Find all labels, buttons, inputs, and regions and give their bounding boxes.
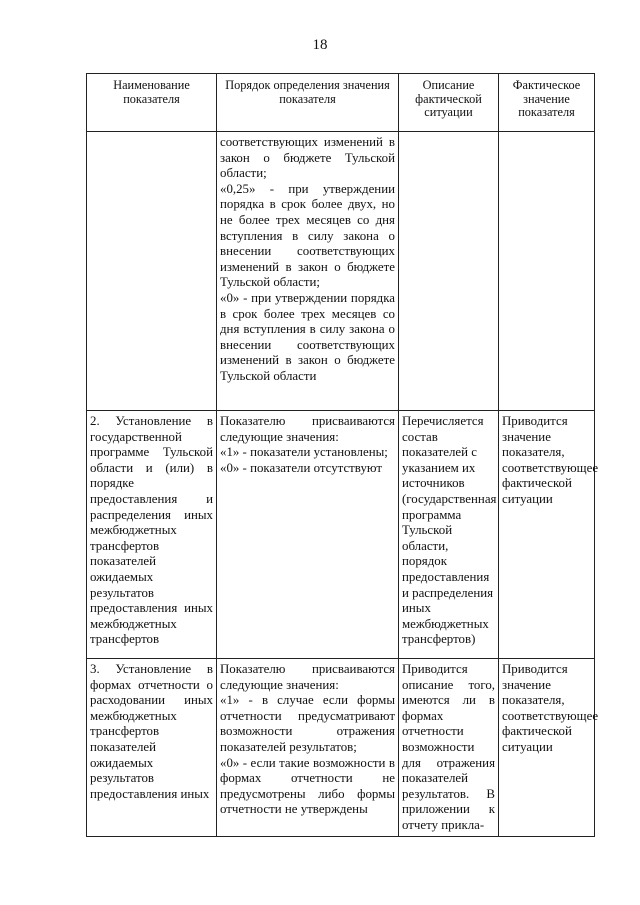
cell-actual-value: Приводится значение показателя, соответствующее фактической ситуации xyxy=(499,411,595,659)
order-text-line: соответствующих изменений в закон о бюджете Тульской области; xyxy=(220,135,395,181)
cell-actual-value xyxy=(499,132,595,411)
header-determination-order: Порядок определения значения показателя xyxy=(217,74,399,132)
table-row xyxy=(87,132,595,411)
cell-determination-order xyxy=(217,659,399,837)
order-text-line: Показателю присваиваются следующие значения: xyxy=(220,414,395,444)
header-actual-situation: Описание фактической ситуации xyxy=(399,74,499,132)
cell-actual-situation xyxy=(399,132,499,411)
order-text-line: «0,25» - при утверждении порядка в срок более двух, но не более трех месяцев со дня вступления в силу закона о внесении соответствующих изменений в закон о бюджете Тульской области; xyxy=(220,181,395,290)
cell-actual-situation: Перечисляется состав показателей с указанием их источников (государственная программа Тульской области, порядок предоставления и распределения иных межбюджетных трансфертов) xyxy=(399,411,499,659)
table-row xyxy=(87,659,595,837)
cell-determination-order xyxy=(217,411,399,659)
order-text-line: «1» - показатели установлены; xyxy=(220,445,388,460)
header-indicator-name: Наименование показателя xyxy=(87,74,217,132)
cell-indicator-name: 2. Установление в государственной программе Тульской области и (или) в порядке предоставления и распределения иных межбюджетных трансфертов показателей ожидаемых результатов предоставления иных межбюджетных трансфертов xyxy=(87,411,217,659)
cell-actual-situation: Приводится описание того, имеются ли в формах отчетности возможности для отражения показателей результатов. В приложении к отчету прикла- xyxy=(399,659,499,837)
order-text-line: «0» - если такие возможности в формах отчетности не предусмотрены либо формы отчетности не утверждены xyxy=(220,755,395,817)
order-text-line: «0» - при утверждении порядка в срок более трех месяцев со дня вступления в силу закона о внесении соответствующих изменений в закон о бюджете Тульской области xyxy=(220,290,395,383)
table-header-row xyxy=(87,74,595,132)
header-actual-value: Фактическое значение показателя xyxy=(499,74,595,132)
indicators-table xyxy=(86,73,599,837)
cell-indicator-name: 3. Установление в формах отчетности о расходовании иных межбюджетных трансфертов показателей ожидаемых результатов предоставления иных xyxy=(87,659,217,837)
cell-indicator-name xyxy=(87,132,217,411)
cell-determination-order xyxy=(217,132,399,411)
cell-actual-value: Приводится значение показателя, соответствующее фактической ситуации xyxy=(499,659,595,837)
table-row xyxy=(87,411,595,659)
order-text-line: «0» - показатели отсутствуют xyxy=(220,460,382,475)
order-text-line: Показателю присваиваются следующие значения: xyxy=(220,662,395,692)
page-number: 18 xyxy=(312,37,328,53)
order-text-line: «1» - в случае если формы отчетности предусматривают возможности отражения показателей результатов; xyxy=(220,693,395,754)
